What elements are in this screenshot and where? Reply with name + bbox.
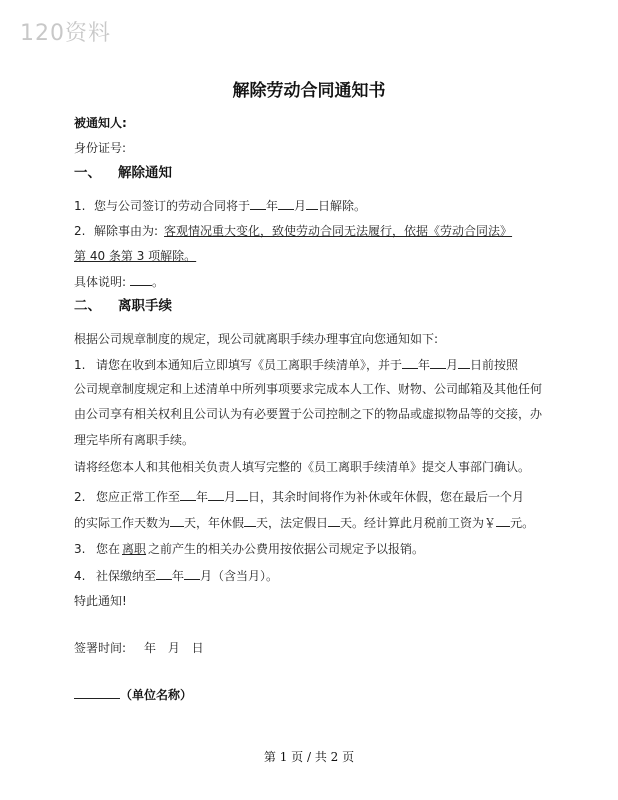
signing-time: 签署时间: 年 月 日 [74, 641, 204, 655]
id-number-label: 身份证号: [74, 141, 127, 155]
section-1-heading: 一、 解除通知 [74, 165, 172, 181]
detail-line: 具体说明: 。 [74, 275, 165, 289]
unit-name-line: （单位名称） [74, 686, 192, 703]
section-1-item-1: 1. 您与公司签订的劳动合同将于 年 月 日解除。 [74, 199, 367, 213]
section-2-item-2: 2. 您应正常工作至 年 月 日，其余时间将作为补休或年休假，您在最后一个月 [74, 490, 525, 504]
closing: 特此通知! [74, 594, 127, 608]
section-2-heading: 二、 离职手续 [74, 298, 172, 314]
section-2-item-4: 4. 社保缴纳至 年 月（含当月）。 [74, 569, 279, 583]
section-2-confirm: 请将经您本人和其他相关负责人填写完整的《员工离职手续清单》提交人事部门确认。 [74, 460, 531, 474]
section-2-item-1-line-3: 由公司享有相关权利且公司认为有必要置于公司控制之下的物品或虚拟物品等的交接，办 [74, 407, 543, 421]
dismissal-reason: 客观情况重大变化，致使劳动合同无法履行，依据《劳动合同法》 [164, 224, 513, 238]
section-2-item-1: 1. 请您在收到本通知后立即填写《员工离职手续清单》，并于 年 月 日前按照 [74, 358, 519, 372]
section-2-item-2-line-2: 的实际工作天数为 天，年休假 天，法定假日 天。经计算此月税前工资为￥ 元。 [74, 516, 535, 530]
section-1-item-2: 2. 解除事由为: 客观情况重大变化，致使劳动合同无法履行，依据《劳动合同法》 [74, 224, 513, 238]
section-2-intro: 根据公司规章制度的规定，现公司就离职手续办理事宜向您通知如下: [74, 332, 439, 346]
section-2-item-1-line-2: 公司规章制度规定和上述清单中所列事项要求完成本人工作、财物、公司邮箱及其他任何 [74, 382, 543, 396]
page-footer: 第 1 页 / 共 2 页 [263, 750, 355, 764]
section-1-item-2-cont: 第 40 条第 3 项解除。 [74, 249, 197, 263]
recipient-label: 被通知人: [74, 116, 127, 130]
section-2-item-3: 3. 您在 离职 之前产生的相关办公费用按依据公司规定予以报销。 [74, 542, 425, 556]
watermark: 120资料 [20, 21, 111, 46]
document-title: 解除劳动合同通知书 [232, 81, 386, 101]
section-2-item-1-line-4: 理完毕所有离职手续。 [74, 433, 195, 447]
